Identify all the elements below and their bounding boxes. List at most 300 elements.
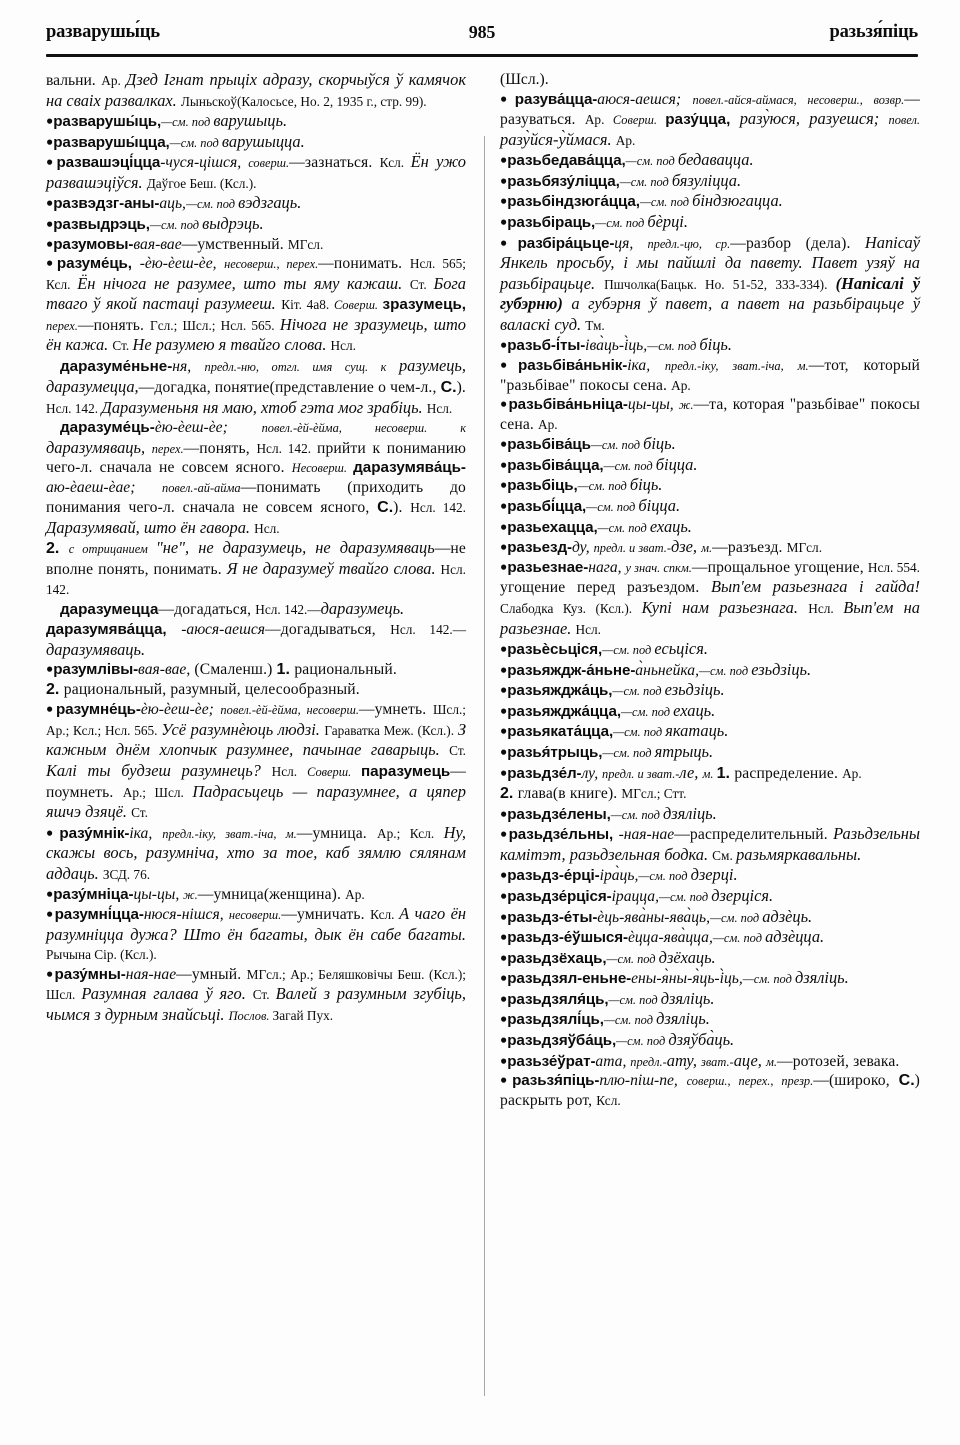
grammar-label: ж. — [678, 398, 694, 413]
gloss: прийти к пониманию чего-л. сначала не совсем ясного. — [46, 439, 466, 477]
dictionary-entry — [46, 660, 466, 680]
entry-bullet-icon: ● — [500, 1032, 508, 1047]
inflection-forms: ѐцца-ява̀цца, — [627, 929, 713, 947]
example-citation: варушыць. — [213, 111, 288, 131]
example-citation: Вып'ем разьезнага і гайда! — [710, 577, 920, 597]
dictionary-entry — [500, 804, 920, 825]
grammar-label: —см. под — [608, 992, 661, 1007]
inflection-forms: ѐю-ѐеш-ѐе; — [154, 419, 262, 437]
source-reference: Пшчолка(Бацьк. Но. 51-52, 333-334). — [604, 276, 836, 292]
headword: разьяждж-а́ньне- — [507, 661, 636, 679]
source-reference: Ар. — [584, 112, 613, 128]
inflection-forms: плю-піш-пе, — [599, 1072, 687, 1090]
inflection-forms: нага, — [588, 558, 626, 576]
grammar-label: у знач. спкм. — [625, 560, 692, 575]
grammar-label: предл.-цю, ср. — [647, 236, 731, 251]
headword: разьбедава́цца, — [507, 152, 626, 170]
inflection-forms: -чуся-цішся, — [160, 154, 249, 172]
source-reference: Шсл.; Ар.; Ксл.; Нсл. 565. — [46, 702, 466, 738]
headword: развыдрэць, — [53, 216, 150, 234]
dictionary-entry — [500, 455, 920, 476]
example-citation: дзерціся. — [711, 886, 774, 906]
inflection-forms: ены-я̀ны-я̀ць-і̀ць, — [631, 970, 743, 988]
example-citation: Нічога не зразумець, што ён кажа. — [46, 314, 466, 355]
example-citation: Ён нічога не разумее, што ты яму кажаш. — [77, 273, 410, 293]
entry-bullet-icon: ● — [500, 559, 508, 574]
sub-entry — [46, 418, 466, 538]
gloss: —та, которая "разьбівае" покосы сена. — [500, 396, 920, 433]
headword: разьдзе́лены, — [507, 805, 611, 823]
headword: разу́мны- — [54, 965, 126, 983]
headword: разьбіндзюга́цца, — [507, 193, 640, 211]
gloss: —ротозей, зевака. — [776, 1052, 900, 1070]
inflection-forms: іра̀ць, — [599, 867, 639, 885]
grammar-label: —см. под — [710, 910, 763, 925]
example-citation: разьмяркавальны. — [736, 844, 862, 864]
inflection-forms: ѐю-ѐеш-ѐе; — [140, 701, 221, 719]
text-run: вальни. — [46, 72, 102, 89]
source-reference: Нсл. 554. — [867, 559, 920, 575]
grammar-label: —см. под — [606, 951, 659, 966]
dictionary-entry — [500, 171, 920, 192]
dictionary-entry — [500, 886, 920, 907]
entry-bullet-icon: ● — [500, 173, 508, 188]
inflection-forms: аюся-аешся; — [597, 90, 693, 108]
dictionary-entry — [500, 865, 920, 886]
grammar-label: —см. под — [610, 807, 663, 822]
gloss: ). — [393, 498, 411, 516]
dictionary-entry — [500, 335, 920, 356]
source-reference: МГсл. — [786, 540, 823, 556]
source-reference: Ар. — [345, 886, 365, 902]
source-reference: Даўгое Беш. (Ксл.). — [146, 175, 257, 191]
dictionary-entry — [46, 152, 466, 193]
entry-bullet-icon: ● — [500, 682, 508, 697]
sub-headword: разу́цца, — [665, 111, 740, 129]
grammar-label: с отрицанием — [68, 542, 156, 557]
continued-paragraph — [500, 70, 920, 90]
dictionary-entry — [500, 434, 920, 455]
example-citation: (Напісалі ў губэрню) — [500, 273, 920, 314]
headword: разьдзялі́ць, — [507, 1011, 604, 1029]
headword: разумні́цца- — [54, 906, 144, 924]
page-number: 985 — [468, 22, 496, 42]
example-citation: разумець, даразумецца, — [46, 356, 466, 396]
example-citation: езьдзіць. — [664, 680, 725, 700]
entry-bullet-icon: ● — [500, 703, 508, 718]
sense-number: 1. — [276, 661, 295, 679]
gloss: рациональный. — [294, 661, 397, 679]
inflection-forms: -аюся-аешся — [181, 621, 266, 639]
source-reference: Слабодка Куз. (Ксл.). — [500, 600, 642, 616]
example-citation: біць. — [699, 335, 732, 355]
entry-bullet-icon: ● — [500, 1072, 513, 1087]
headword: разьбі́цца, — [507, 498, 587, 516]
example-citation: Калі ты будзеш разумнець? — [46, 761, 272, 781]
dictionary-entry — [46, 111, 466, 132]
grammar-label: предл. и зват.- — [602, 766, 680, 781]
example-citation: есьціся. — [654, 639, 708, 659]
headword: разьбіць, — [507, 477, 578, 495]
source-reference: Ст. — [131, 805, 148, 821]
grammar-label: —см. под — [595, 216, 648, 231]
gloss: —понять. — [77, 316, 151, 334]
dictionary-entry — [500, 191, 920, 212]
inflection-forms: іва̀ць-і̀ць, — [585, 337, 648, 355]
example-citation: разу̀йся-у̀ймася. — [500, 129, 616, 149]
entry-bullet-icon: ● — [500, 457, 508, 472]
entry-bullet-icon: ● — [500, 396, 509, 411]
headword: разварушы́ць, — [53, 113, 162, 131]
grammar-label: повел.-ай-айма — [162, 481, 241, 495]
source-reference: Нсл. — [426, 400, 453, 416]
gloss: —умственный. — [181, 235, 288, 253]
headword: разьб-і́ты- — [507, 337, 586, 355]
headword: разьдз-е́рці- — [507, 867, 600, 885]
entry-bullet-icon: ● — [46, 661, 54, 676]
sense-number: 2. — [46, 540, 69, 558]
entry-bullet-icon: ● — [500, 765, 508, 780]
grammar-label: —см. под — [603, 1013, 657, 1028]
headword: разумне́ць- — [55, 701, 141, 719]
example-citation: біцца. — [638, 496, 681, 516]
sub-entry — [46, 599, 466, 620]
example-citation: адзѐць. — [762, 906, 813, 926]
headword: разьезд- — [507, 539, 572, 557]
headword: разьзе́ўрат- — [507, 1052, 596, 1070]
entry-bullet-icon: ● — [500, 950, 508, 965]
example-citation: Валей з разумным згубіць, чымся з дурным знайсьці. — [46, 984, 466, 1024]
entry-bullet-icon: ● — [46, 701, 56, 716]
gloss: ) раскрыть рот, — [500, 1072, 921, 1110]
dictionary-entry — [500, 639, 920, 660]
sub-entry — [46, 356, 466, 418]
headword: разуме́ць, — [56, 255, 140, 273]
grammar-label: предл.- — [630, 1054, 667, 1069]
source-reference: ЗСД. 76. — [102, 866, 151, 882]
inflection-forms: цы-цы, — [627, 396, 679, 414]
source-reference: Ксл. — [370, 907, 400, 923]
source-reference: Лыньскоў(Калосьсе, Но. 2, 1935 г., стр. 99). — [180, 93, 427, 109]
source-reference: Нсл. — [254, 520, 280, 536]
headword: разумлівы- — [53, 661, 139, 679]
grammar-label: предл. и зват.- — [593, 541, 671, 556]
entry-bullet-icon: ● — [46, 825, 60, 840]
dictionary-entry — [500, 233, 920, 336]
source-reference: Гараватка Меж. (Ксл.). — [324, 722, 458, 738]
grammar-label: повел.-ѐй-ѐйма, несоверш. — [220, 703, 359, 718]
inflection-forms: ня, — [172, 358, 205, 376]
example-citation: дзерці. — [690, 865, 738, 885]
continued-paragraph — [46, 70, 466, 111]
headword: разьбіва́цца, — [507, 456, 604, 474]
entry-bullet-icon: ● — [500, 214, 508, 229]
grammar-label: несоверш., перех. — [224, 257, 319, 272]
headword: разьдзе́л- — [507, 764, 582, 782]
grammar-label: соверш. — [248, 156, 290, 171]
dictionary-entry — [46, 700, 466, 822]
dictionary-entry — [46, 885, 466, 905]
inflection-forms: ця, — [614, 234, 648, 252]
dictionary-entry — [500, 517, 920, 538]
grammar-label: —см. под — [185, 197, 239, 212]
inflection-forms: ду, — [571, 539, 594, 557]
headword: разьехацца, — [507, 518, 598, 536]
dictionary-entry — [500, 496, 920, 517]
source-reference: Ст. — [252, 987, 276, 1003]
example-citation: Я не даразумеў твайго слова. — [226, 559, 441, 579]
source-reference: Нсл. — [808, 600, 844, 616]
grammar-label: —см. под — [602, 643, 655, 658]
grammar-label: —см. под — [590, 438, 644, 453]
entry-bullet-icon: ● — [500, 744, 508, 759]
source-reference: См. — [712, 847, 737, 863]
example-citation: Даразумявай, што ён гавора. — [46, 517, 255, 537]
headword: разумовы- — [53, 235, 134, 253]
gloss: —догадываться, — [265, 621, 391, 639]
headword: разьбіраць, — [507, 214, 596, 232]
example-citation: Падрасьцець — паразумнее, а цяпер яшчэ дзяцё. — [46, 781, 466, 822]
sub-headword: зразумець, — [382, 296, 466, 314]
dictionary-entry — [500, 701, 920, 722]
source-reference: Нсл. — [575, 621, 601, 637]
gloss: —поумнеть. — [46, 763, 467, 801]
example-citation: біць. — [629, 475, 663, 495]
headword: разья́трыць, — [507, 743, 603, 761]
entry-bullet-icon: ● — [500, 539, 508, 554]
entry-bullet-icon: ● — [46, 906, 55, 921]
source-reference: Гсл.; Шсл.; Нсл. 565. — [150, 317, 280, 333]
headword: разьяжджа́ць, — [507, 682, 613, 700]
gloss: , (Смаленш.) — [186, 661, 277, 679]
grammar-label: —см. под — [169, 135, 222, 150]
source-reference: Ксл. — [596, 1093, 621, 1109]
sub-headword: даразумява́цца, — [46, 621, 182, 639]
example-citation: Разумная галава ў яго. — [81, 984, 253, 1004]
inflection-forms: -ѐю-ѐеш-ѐе, — [139, 255, 225, 273]
grammar-label: несоверш. — [228, 908, 282, 923]
grammar-label: —см. под — [712, 931, 766, 946]
grammar-label: зват.- — [701, 1054, 734, 1069]
dictionary-entry — [500, 1071, 920, 1111]
example-citation: бѐрці. — [647, 212, 688, 232]
source-reference: Нсл. 565; Ксл. — [46, 256, 466, 292]
dictionary-entry — [46, 904, 466, 965]
grammar-label: предл.-ню, отгл. имя сущ. к — [204, 360, 399, 375]
entry-bullet-icon: ● — [500, 970, 508, 985]
dictionary-entry — [500, 989, 920, 1010]
source-reference: Нсл. 142. — [46, 400, 102, 416]
example-citation: якатаць. — [665, 721, 729, 741]
source-reference: Нсл. — [330, 338, 356, 354]
gloss: —разъезд. — [712, 539, 787, 557]
example-citation: дзяліць. — [656, 1009, 710, 1029]
inflection-forms: вая-вае — [133, 235, 182, 253]
entry-bullet-icon: ● — [500, 1011, 508, 1026]
source-reference: Ар. — [538, 416, 558, 432]
grammar-label: Соверш. — [612, 113, 666, 128]
grammar-label: —см. под — [612, 684, 665, 699]
grammar-label: —см. под — [658, 890, 712, 905]
inflection-forms: цы-цы, — [133, 885, 184, 903]
grammar-label: Несоверш. — [291, 461, 354, 476]
example-citation: даразумяваць, — [46, 437, 152, 457]
example-citation: бедавацца. — [677, 150, 754, 170]
gloss: —распределительный. — [674, 826, 834, 844]
gloss: —разуваться. — [500, 90, 921, 129]
dictionary-entry — [500, 537, 920, 558]
headword: разьдзе́льны, — [508, 826, 619, 844]
sense-paragraph — [46, 538, 466, 599]
dictionary-entry — [500, 824, 920, 865]
entry-bullet-icon: ● — [500, 929, 508, 944]
inflection-forms: нюся-нішся, — [143, 906, 229, 924]
entry-bullet-icon: ● — [500, 806, 508, 821]
example-citation: дзяліць. — [660, 988, 715, 1008]
entry-bullet-icon: ● — [500, 357, 519, 372]
gloss: —разбор (дела). — [730, 234, 865, 252]
headword: разу́мнік- — [59, 824, 130, 842]
grammar-label: —см. под — [586, 500, 639, 515]
grammar-label: м. — [765, 1054, 777, 1069]
source-reference: Ар.; Шсл. — [122, 784, 193, 800]
example-citation: Напісаў Янкель просьбу, і мы пайшлі да павету. Павет узяў на разьбірацьце. — [500, 232, 921, 293]
grammar-label: предл.-іку, зват.-іча, м. — [162, 826, 297, 841]
dictionary-entry — [500, 907, 920, 928]
example-citation: дзе, — [670, 537, 702, 557]
headword: разьѐсьціся, — [507, 641, 603, 659]
example-citation: ехаць. — [673, 700, 716, 720]
dictionary-entry — [46, 235, 466, 255]
grammar-label: Соверш. — [307, 765, 361, 780]
sub-headword: даразумецца — [60, 601, 159, 619]
example-citation: Разьдзельны камітэт, разьдзельная бодка. — [500, 824, 920, 864]
headword: разбіра́цьце- — [517, 234, 615, 252]
gloss: —умница. — [296, 824, 378, 842]
dictionary-entry — [500, 1051, 920, 1072]
example-citation: біндзюгацца. — [692, 191, 783, 211]
gloss: —умничать. — [281, 906, 371, 924]
inflection-forms: ѐць-ява̀ны-ява̀ць, — [597, 908, 711, 926]
entry-bullet-icon: ● — [500, 888, 508, 903]
gloss: угощение перед разъездом. — [500, 579, 711, 597]
grammar-label: предл.-іку, зват.-іча, м. — [664, 359, 809, 374]
headword: разьезнае- — [507, 558, 589, 576]
grammar-label: —см. под — [698, 663, 752, 678]
source-reference: Ар. — [842, 765, 862, 781]
source-reference: Нсл. 142.— — [255, 602, 321, 618]
entry-bullet-icon: ● — [46, 154, 57, 169]
example-citation: ату, — [666, 1050, 702, 1070]
example-citation: ятрыць. — [654, 741, 714, 761]
entry-bullet-icon: ● — [46, 966, 55, 981]
example-citation: З кажным днём хлопчык разумнее, пачынае гаварыць. — [46, 719, 466, 760]
sub-headword: паразумець — [360, 763, 451, 781]
source-reference: Кіт. 4а8. — [281, 297, 334, 313]
gloss: распределение. — [734, 764, 843, 782]
column-right — [500, 70, 920, 1400]
inflection-forms: -ная-нае — [618, 826, 675, 844]
headword: разьдзе́рціся- — [507, 888, 612, 906]
source-reference: Ар. — [615, 132, 636, 148]
source-sigil: С. — [377, 498, 394, 516]
gloss: —умница(женщина). — [197, 885, 346, 903]
example-citation: аце, — [733, 1050, 766, 1070]
inflection-forms: іка, — [129, 824, 163, 842]
example-citation: а губэрня ў павет, а павет на разьбірацьце ў валаскі суд. — [500, 294, 920, 334]
source-reference: МГсл.; Стт. — [621, 785, 687, 801]
header-rule — [46, 54, 918, 57]
gloss: рациональный, разумный, целесообразный. — [63, 681, 360, 699]
grammar-label: —см. под — [602, 745, 655, 760]
gloss: —тот, который "разьбівае" покосы сена. — [500, 357, 920, 394]
example-citation: "не", не даразумець, не даразумяваць — [155, 538, 435, 558]
example-citation: адзѐцца. — [765, 927, 825, 947]
example-citation: выдрэць. — [202, 214, 264, 234]
grammar-label: —см. под — [647, 339, 700, 354]
entry-bullet-icon: ● — [46, 886, 54, 900]
dictionary-entry — [46, 254, 466, 356]
entry-bullet-icon: ● — [46, 195, 54, 210]
column-divider-rule — [484, 136, 485, 1396]
source-sigil: С. — [898, 1072, 915, 1090]
gloss: —умный. — [176, 965, 247, 983]
grammar-label: повел.-ѐй-ѐйма, несоверш. к — [261, 421, 466, 436]
source-reference: Нсл. — [271, 764, 308, 780]
grammar-label: —см. под — [603, 458, 656, 473]
entry-bullet-icon: ● — [500, 641, 508, 656]
example-citation: дзяліць. — [662, 803, 717, 823]
example-citation: даразумяваць. — [46, 639, 146, 659]
entry-bullet-icon: ● — [500, 152, 508, 167]
entry-bullet-icon: ● — [500, 909, 508, 924]
example-citation: вэдзгаць. — [238, 193, 302, 213]
headword: разьбязу́ліцца, — [507, 172, 620, 190]
example-citation: ле, — [679, 762, 703, 782]
source-reference: Ст. — [449, 743, 466, 759]
example-citation: А чаго ён разумніцца дужа? Што ён багаты, дык ён сабе багаты. — [46, 904, 467, 944]
grammar-label: —см. под — [639, 195, 693, 210]
example-citation: разу̀юся, разуешся; — [739, 109, 889, 129]
inflection-forms: аю-ѐаеш-ѐае; — [46, 479, 162, 496]
source-reference: Ар. — [671, 377, 691, 393]
grammar-label: перех. — [151, 441, 184, 456]
headword: разьбіва́ньніца- — [508, 396, 628, 414]
source-sigil: С. — [440, 378, 457, 396]
grammar-label: ж. — [183, 887, 198, 902]
entry-bullet-icon: ● — [500, 662, 508, 677]
dictionary-entry — [500, 968, 920, 989]
example-citation: езьдзіць. — [751, 659, 812, 679]
inflection-forms: ірацца, — [611, 888, 659, 906]
grammar-label: —см. под — [638, 869, 691, 884]
headword: разьдзял-еньне- — [507, 970, 632, 988]
example-citation: Вып'ем на разьезнае. — [500, 597, 920, 638]
entry-bullet-icon: ● — [500, 91, 515, 106]
example-citation: Бога тваго ў якой пастаці разумееш. — [46, 273, 466, 314]
gloss: —умнеть. — [358, 701, 434, 719]
dictionary-entry — [500, 475, 920, 496]
inflection-forms: а̀ньнейка, — [635, 661, 699, 679]
dictionary-entry — [500, 763, 920, 784]
text-run: (Шсл.). — [500, 71, 549, 88]
running-head-left: разварушы́ць — [46, 22, 160, 42]
grammar-label: соверш., перех., презр. — [686, 1074, 814, 1089]
gloss: —понимать. — [318, 255, 410, 273]
example-citation: Не разумею я твайго слова. — [132, 335, 331, 355]
source-reference: МГсл.; Ар.; Беляшковічы Беш. (Ксл.); Шсл. — [46, 966, 466, 1003]
grammar-label: —см. под — [161, 115, 214, 130]
